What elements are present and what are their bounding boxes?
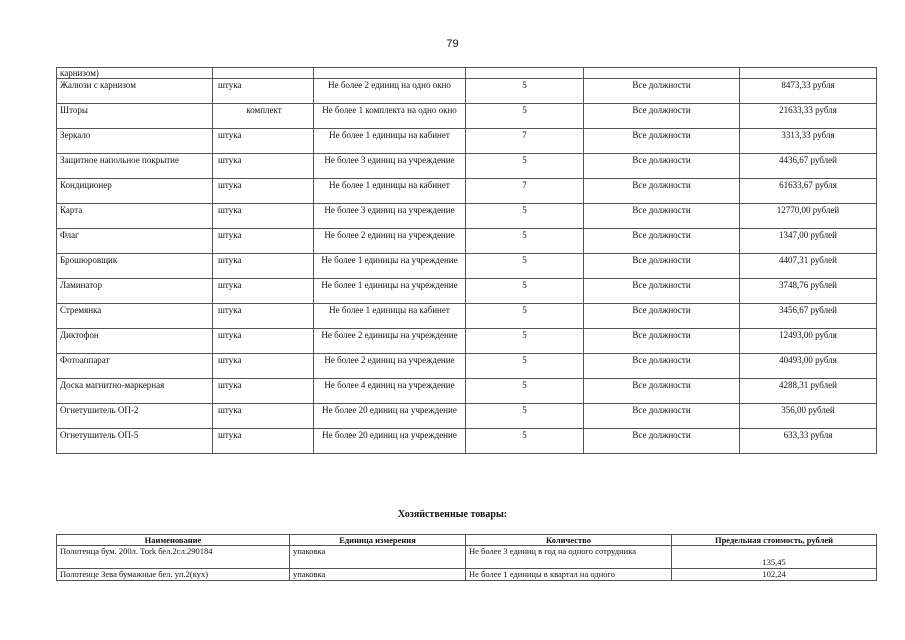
cell-qty [314, 68, 466, 79]
cell-name: Фотоаппарат [57, 354, 213, 379]
cell-qty: Не более 1 комплекта на одно окно [314, 104, 466, 129]
cell-price: 102,24 [672, 569, 877, 581]
cell-unit: штука [213, 254, 314, 279]
cell-unit: штука [213, 204, 314, 229]
cell-price: 4407,31 рублей [740, 254, 877, 279]
cell-unit: штука [213, 79, 314, 104]
cell-unit: штука [213, 229, 314, 254]
cell-term: 5 [466, 354, 584, 379]
cell-qty: Не более 2 единиц на учреждение [314, 229, 466, 254]
cell-name: Полотенца бум. 200л. Tork бел.2сл.290184 [57, 546, 290, 569]
cell-price: 12493,00 рубля [740, 329, 877, 354]
cell-name: Жалюзи с карнизом [57, 79, 213, 104]
cell-term [466, 68, 584, 79]
cell-qty: Не более 1 единицы на учреждение [314, 279, 466, 304]
cell-position: Все должности [584, 229, 740, 254]
cell-price: 3748,76 рублей [740, 279, 877, 304]
cell-price: 3456,67 рублей [740, 304, 877, 329]
equipment-table [56, 67, 877, 454]
cell-price: 21633,33 рубля [740, 104, 877, 129]
cell-price [740, 68, 877, 79]
cell-term: 5 [466, 304, 584, 329]
table-row-continuation [57, 68, 877, 79]
cell-term: 5 [466, 79, 584, 104]
cell-unit: штука [213, 329, 314, 354]
cell-position: Все должности [584, 429, 740, 454]
table-row [57, 354, 877, 379]
table-row [57, 569, 877, 581]
cell-qty: Не более 1 единицы на кабинет [314, 304, 466, 329]
table-row [57, 304, 877, 329]
cell-name: Кондиционер [57, 179, 213, 204]
cell-name: Диктофон [57, 329, 213, 354]
table-row [57, 279, 877, 304]
table-row [57, 229, 877, 254]
cell-qty: Не более 3 единиц на учреждение [314, 154, 466, 179]
cell-unit: штука [213, 404, 314, 429]
cell-name: Полотенце Зева бумажные бел. уп.2(кух) [57, 569, 290, 581]
cell-unit: штука [213, 379, 314, 404]
cell-position: Все должности [584, 204, 740, 229]
cell-qty: Не более 3 единиц на учреждение [314, 204, 466, 229]
section-title: Хозяйственные товары: [397, 509, 508, 520]
cell-price: 8473,33 рубля [740, 79, 877, 104]
table-row [57, 104, 877, 129]
header-name: Наименование [57, 535, 290, 546]
table-row [57, 154, 877, 179]
cell-term: 5 [466, 279, 584, 304]
cell-term: 5 [466, 229, 584, 254]
cell-name: Зеркало [57, 129, 213, 154]
cell-term: 5 [466, 254, 584, 279]
cell-unit: штука [213, 429, 314, 454]
cell-position: Все должности [584, 154, 740, 179]
cell-position: Все должности [584, 279, 740, 304]
cell-price: 3313,33 рубля [740, 129, 877, 154]
cell-qty: Не более 4 единиц на учреждение [314, 379, 466, 404]
cell-term: 7 [466, 179, 584, 204]
page-number: 79 [446, 38, 459, 50]
cell-price: 135,45 [672, 546, 877, 569]
cell-qty: Не более 1 единицы на кабинет [314, 179, 466, 204]
header-price: Предельная стоимость, рублей [672, 535, 877, 546]
cell-unit: штука [213, 154, 314, 179]
cell-term: 5 [466, 329, 584, 354]
cell-qty: Не более 2 единицы на учреждение [314, 329, 466, 354]
cell-qty: Не более 1 единицы на учреждение [314, 254, 466, 279]
cell-unit: упаковка [290, 569, 466, 581]
cell-term: 5 [466, 379, 584, 404]
cell-term: 5 [466, 154, 584, 179]
cell-name: Флаг [57, 229, 213, 254]
cell-qty: Не более 2 единиц на одно окно [314, 79, 466, 104]
cell-position [584, 68, 740, 79]
cell-unit: штука [213, 179, 314, 204]
cell-name: Доска магнитно-маркерная [57, 379, 213, 404]
cell-position: Все должности [584, 354, 740, 379]
cell-term: 5 [466, 104, 584, 129]
table-row [57, 179, 877, 204]
table-row [57, 404, 877, 429]
cell-name: Огнетушитель ОП-2 [57, 404, 213, 429]
cell-qty: Не более 3 единиц в год на одного сотрудника [466, 546, 672, 569]
cell-name: Карта [57, 204, 213, 229]
cell-name: Защитное напольное покрытие [57, 154, 213, 179]
cell-position: Все должности [584, 104, 740, 129]
cell-price: 633,33 рубля [740, 429, 877, 454]
cell-unit: штука [213, 304, 314, 329]
cell-price: 356,00 рублей [740, 404, 877, 429]
cell-position: Все должности [584, 129, 740, 154]
cell-name: Шторы [57, 104, 213, 129]
header-unit: Единица измерения [290, 535, 466, 546]
table-row [57, 129, 877, 154]
cell-unit: комплект [213, 104, 314, 129]
cell-term: 5 [466, 204, 584, 229]
cell-qty: Не более 20 единиц на учреждение [314, 404, 466, 429]
cell-term: 5 [466, 429, 584, 454]
cell-unit: штука [213, 354, 314, 379]
table-row [57, 204, 877, 229]
cell-position: Все должности [584, 404, 740, 429]
table-row [57, 379, 877, 404]
header-qty: Количество [466, 535, 672, 546]
cell-position: Все должности [584, 379, 740, 404]
cell-qty: Не более 2 единиц на учреждение [314, 354, 466, 379]
cell-name: карнизом) [57, 68, 213, 79]
cell-name: Брошюровщик [57, 254, 213, 279]
cell-name: Огнетушитель ОП-5 [57, 429, 213, 454]
cell-unit [213, 68, 314, 79]
cell-name: Стремянка [57, 304, 213, 329]
table-row [57, 254, 877, 279]
table-row [57, 329, 877, 354]
table-row [57, 429, 877, 454]
cell-unit: упаковка [290, 546, 466, 569]
cell-position: Все должности [584, 304, 740, 329]
cell-price: 61633,67 рубля [740, 179, 877, 204]
table-row [57, 546, 877, 569]
table-row [57, 79, 877, 104]
cell-price: 4288,31 рублей [740, 379, 877, 404]
cell-term: 7 [466, 129, 584, 154]
cell-position: Все должности [584, 79, 740, 104]
cell-qty: Не более 20 единиц на учреждение [314, 429, 466, 454]
cell-qty: Не более 1 единицы на кабинет [314, 129, 466, 154]
cell-unit: штука [213, 279, 314, 304]
cell-price: 40493,00 рубля [740, 354, 877, 379]
household-goods-table [56, 534, 877, 581]
cell-unit: штука [213, 129, 314, 154]
cell-qty: Не более 1 единицы в квартал на одного [466, 569, 672, 581]
cell-price: 4436,67 рублей [740, 154, 877, 179]
cell-price: 12770,00 рублей [740, 204, 877, 229]
cell-position: Все должности [584, 179, 740, 204]
cell-term: 5 [466, 404, 584, 429]
cell-position: Все должности [584, 254, 740, 279]
table-header-row [57, 535, 877, 546]
cell-name: Ламинатор [57, 279, 213, 304]
cell-position: Все должности [584, 329, 740, 354]
cell-price: 1347,00 рублей [740, 229, 877, 254]
